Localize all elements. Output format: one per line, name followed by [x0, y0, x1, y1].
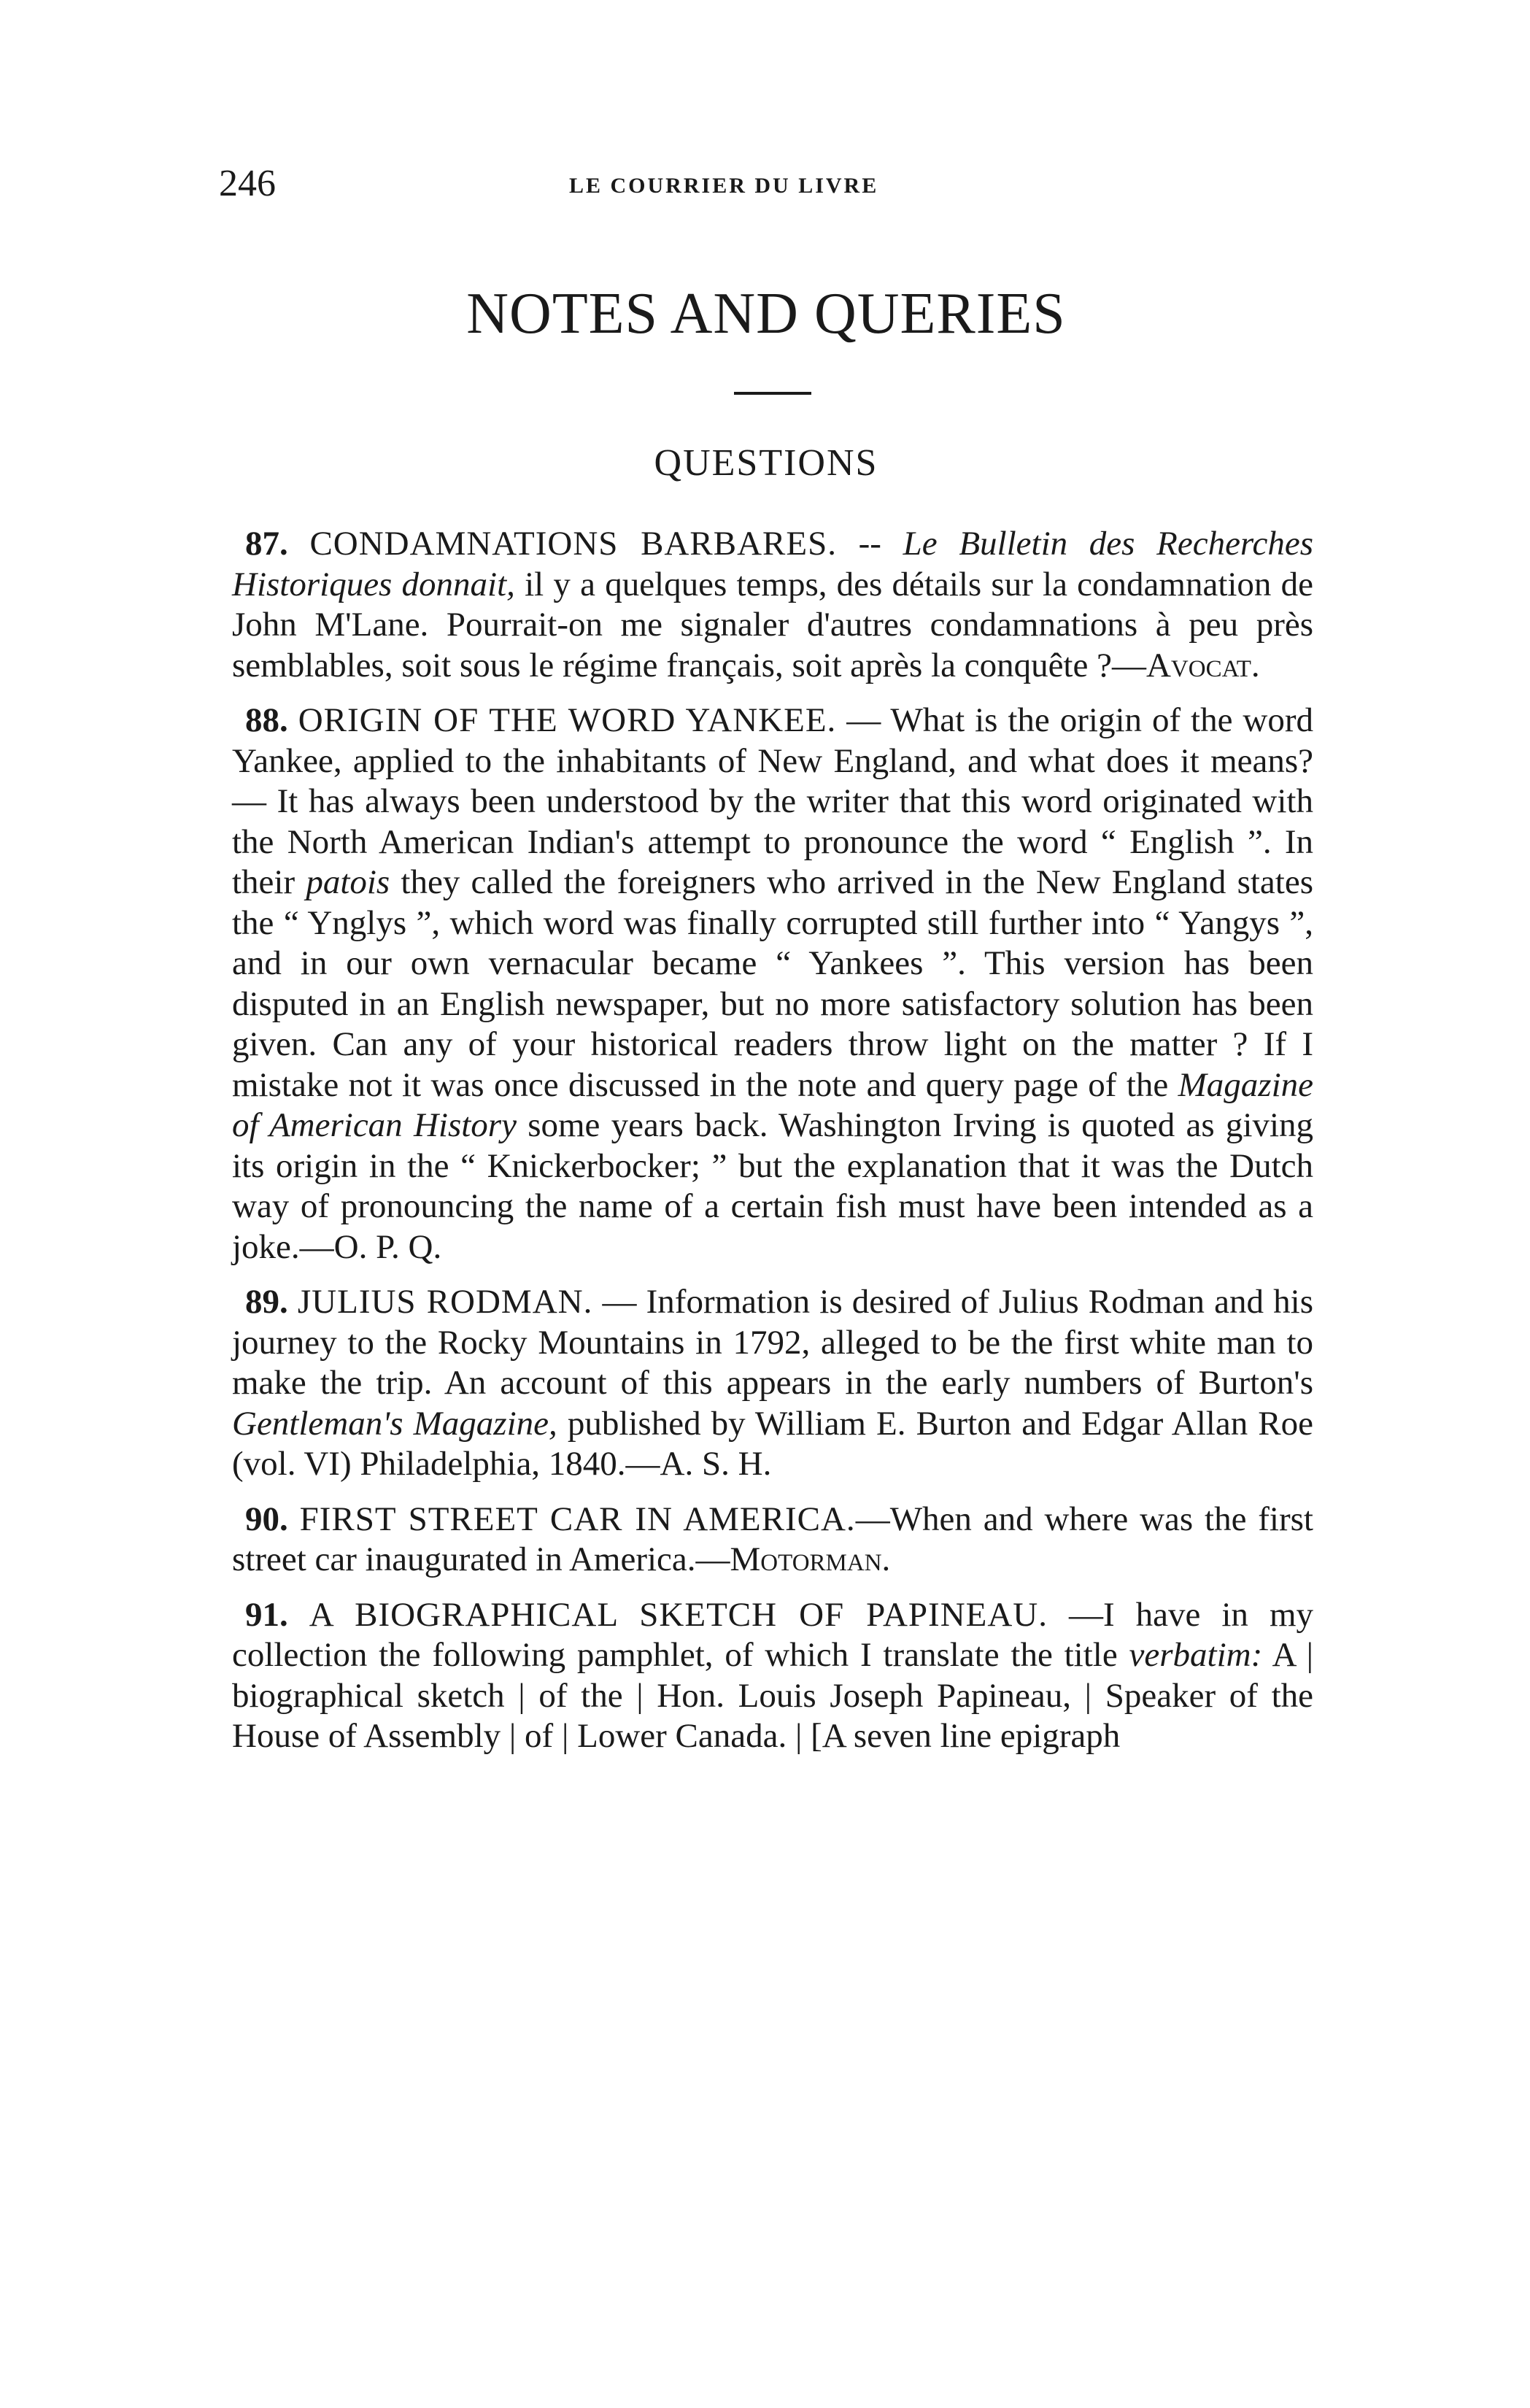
entry-text: published by William E. Burton and Edgar Allan Roe (vol. VI) Philadelphia, 1840.—A. S. H.	[232, 1404, 1313, 1483]
query-list	[232, 524, 1313, 1772]
entry-text: some years back. Washington Irving is quoted as giving its origin in the “ Knickerbocker; ” but the explanation that it was the Dutch way of pronouncing the name of a certain fish must have been intended as a joke.—O. P. Q.	[232, 1106, 1313, 1266]
entry-italic-text: Magazine of American History	[232, 1065, 1313, 1144]
entry-text: —I have in my collection the following pamphlet, of which I translate the title	[232, 1595, 1313, 1674]
entry-number: 88.	[245, 701, 288, 739]
page-number: 246	[219, 163, 276, 204]
entry-italic-text: Gentleman's Magazine,	[232, 1404, 557, 1443]
entry-text: —When and where was the first street car inaugurated in America.—	[232, 1500, 1313, 1578]
entry-title: A BIOGRAPHICAL SKETCH OF PAPINEAU.	[309, 1595, 1048, 1634]
entry-title: FIRST STREET CAR IN AMERICA.	[299, 1500, 856, 1538]
entry-title: ORIGIN OF THE WORD YANKEE.	[298, 701, 837, 739]
entry-text: A | biographical sketch | of the | Hon. Louis Joseph Papineau, | Speaker of the House of Assembly | of | Lower Canada. | [A seven line epigraph	[232, 1636, 1313, 1755]
entry-italic-text: verbatim:	[1129, 1636, 1263, 1674]
query-entry-91	[232, 1595, 1313, 1757]
running-title: LE COURRIER DU LIVRE	[569, 174, 879, 198]
entry-text: --	[836, 525, 903, 563]
running-header	[219, 162, 1313, 206]
title-rule	[734, 392, 811, 395]
entry-signature: Avocat.	[1145, 646, 1260, 684]
entry-text: — What is the origin of the word Yankee, applied to the inhabitants of New England, and what does it means?— It has always been understood by the writer that this word originated with the North American Indian's attempt to pronounce the word “ English ”. In their	[232, 701, 1314, 901]
entry-number: 89.	[245, 1283, 288, 1321]
entry-italic-text: patois	[306, 863, 390, 901]
entry-number: 87.	[245, 525, 288, 563]
entry-italic-text: Le Bulletin des Recherches Historiques donnait,	[232, 525, 1313, 603]
query-entry-89	[232, 1282, 1313, 1485]
subsection-title: QUESTIONS	[654, 442, 878, 484]
entry-number: 91.	[245, 1595, 288, 1634]
query-entry-90	[232, 1500, 1313, 1581]
entry-text: — Information is desired of Julius Rodman and his journey to the Rocky Mountains in 1792, alleged to be the first white man to make the trip. An account of this appears in the early numbers of Burton's	[232, 1283, 1314, 1402]
entry-signature: Motorman.	[730, 1540, 891, 1578]
query-entry-87	[232, 524, 1313, 686]
entry-title: JULIUS RODMAN.	[297, 1283, 593, 1321]
entry-text: they called the foreigners who arrived in the New England states the “ Ynglys ”, which word was finally corrupted still further into “ Yangys ”, and in our own vernacular became “ Yankees ”. This version has been disputed in an English newspaper, but no more satisfactory solution has been given. Can any of your historical readers throw light on the matter ? If I mistake not it was once discussed in the note and query page of the	[232, 863, 1313, 1104]
entry-text: il y a quelques temps, des détails sur la condamnation de John M'Lane. Pourrait-on me signaler d'autres condamnations à peu près semblables, soit sous le régime français, soit après la conquête ?—	[232, 565, 1313, 684]
query-entry-88	[232, 701, 1313, 1267]
section-title: NOTES AND QUERIES	[466, 282, 1066, 346]
entry-title: CONDAMNATIONS BARBARES.	[309, 525, 837, 563]
entry-number: 90.	[245, 1500, 288, 1538]
